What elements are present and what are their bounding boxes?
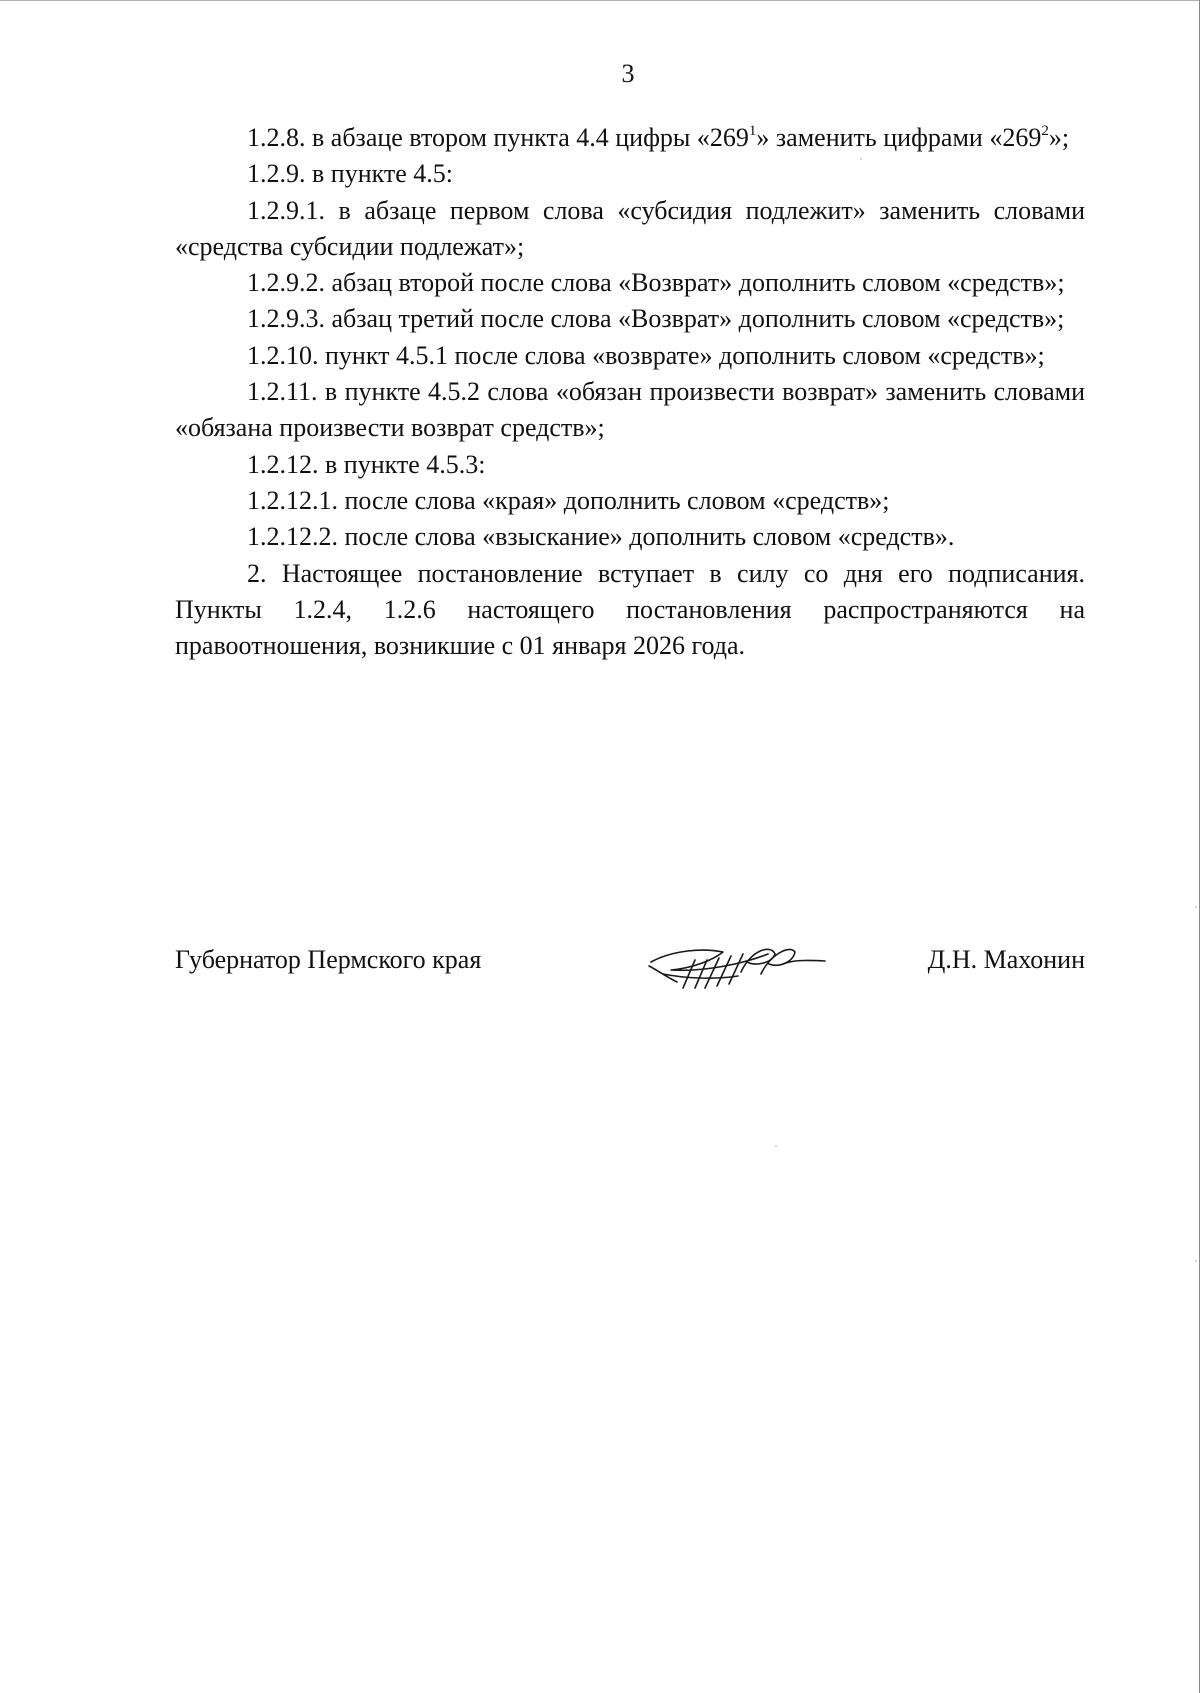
- handwritten-signature: [643, 930, 833, 1000]
- paragraph-text: »;: [1048, 123, 1070, 152]
- paragraph-1-2-12-2: 1.2.12.2. после слова «взыскание» дополнить словом «средств».: [247, 522, 955, 552]
- paragraph-1-2-9: 1.2.9. в пункте 4.5:: [247, 159, 454, 189]
- paragraph-text: 1.2.8. в абзаце втором пункта 4.4 цифры «269: [247, 123, 749, 152]
- paragraph-text: » заменить цифрами «269: [756, 123, 1042, 152]
- paragraph-1-2-9-1: 1.2.9.1. в абзаце первом слова «субсидия подлежит» заменить словами «средства субсидии подлежат»;: [175, 195, 1085, 261]
- scan-speck: [860, 158, 862, 160]
- paragraph-1-2-8: [175, 120, 1085, 156]
- paragraph-1-2-9-3: 1.2.9.3. абзац третий после слова «Возврат» дополнить словом «средств»;: [247, 304, 1065, 334]
- superscript: 1: [748, 123, 757, 139]
- signatory-name: Д.Н. Махонин: [927, 945, 1085, 974]
- scan-speck: [1195, 1260, 1197, 1262]
- signatory-title: Губернатор Пермского края: [175, 945, 482, 974]
- paragraph-1-2-12: 1.2.12. в пункте 4.5.3:: [247, 449, 486, 479]
- paragraph-1-2-12-1: 1.2.12.1. после слова «края» дополнить словом «средств»;: [247, 485, 890, 515]
- page-number: 3: [621, 59, 635, 88]
- scan-speck: [1195, 906, 1197, 908]
- paragraph-1-2-11: 1.2.11. в пункте 4.5.2 слова «обязан произвести возврат» заменить словами «обязана произвести возврат средств»;: [175, 377, 1085, 443]
- paragraph-1-2-10: 1.2.10. пункт 4.5.1 после слова «возврате» дополнить словом «средств»;: [247, 340, 1045, 370]
- signature-block: [175, 942, 1085, 1002]
- scan-edge-top: [0, 0, 1200, 1]
- document-body: [175, 120, 1085, 664]
- superscript: 2: [1041, 123, 1049, 139]
- paragraph-2: 2. Настоящее постановление вступает в силу со дня его подписания. Пункты 1.2.4, 1.2.6 настоящего постановления распространяются на правоотношения, возникшие с 01 января 2026 года.: [175, 558, 1085, 661]
- paragraph-1-2-9-2: 1.2.9.2. абзац второй после слова «Возврат» дополнить словом «средств»;: [247, 268, 1065, 298]
- scan-speck: [775, 1145, 777, 1147]
